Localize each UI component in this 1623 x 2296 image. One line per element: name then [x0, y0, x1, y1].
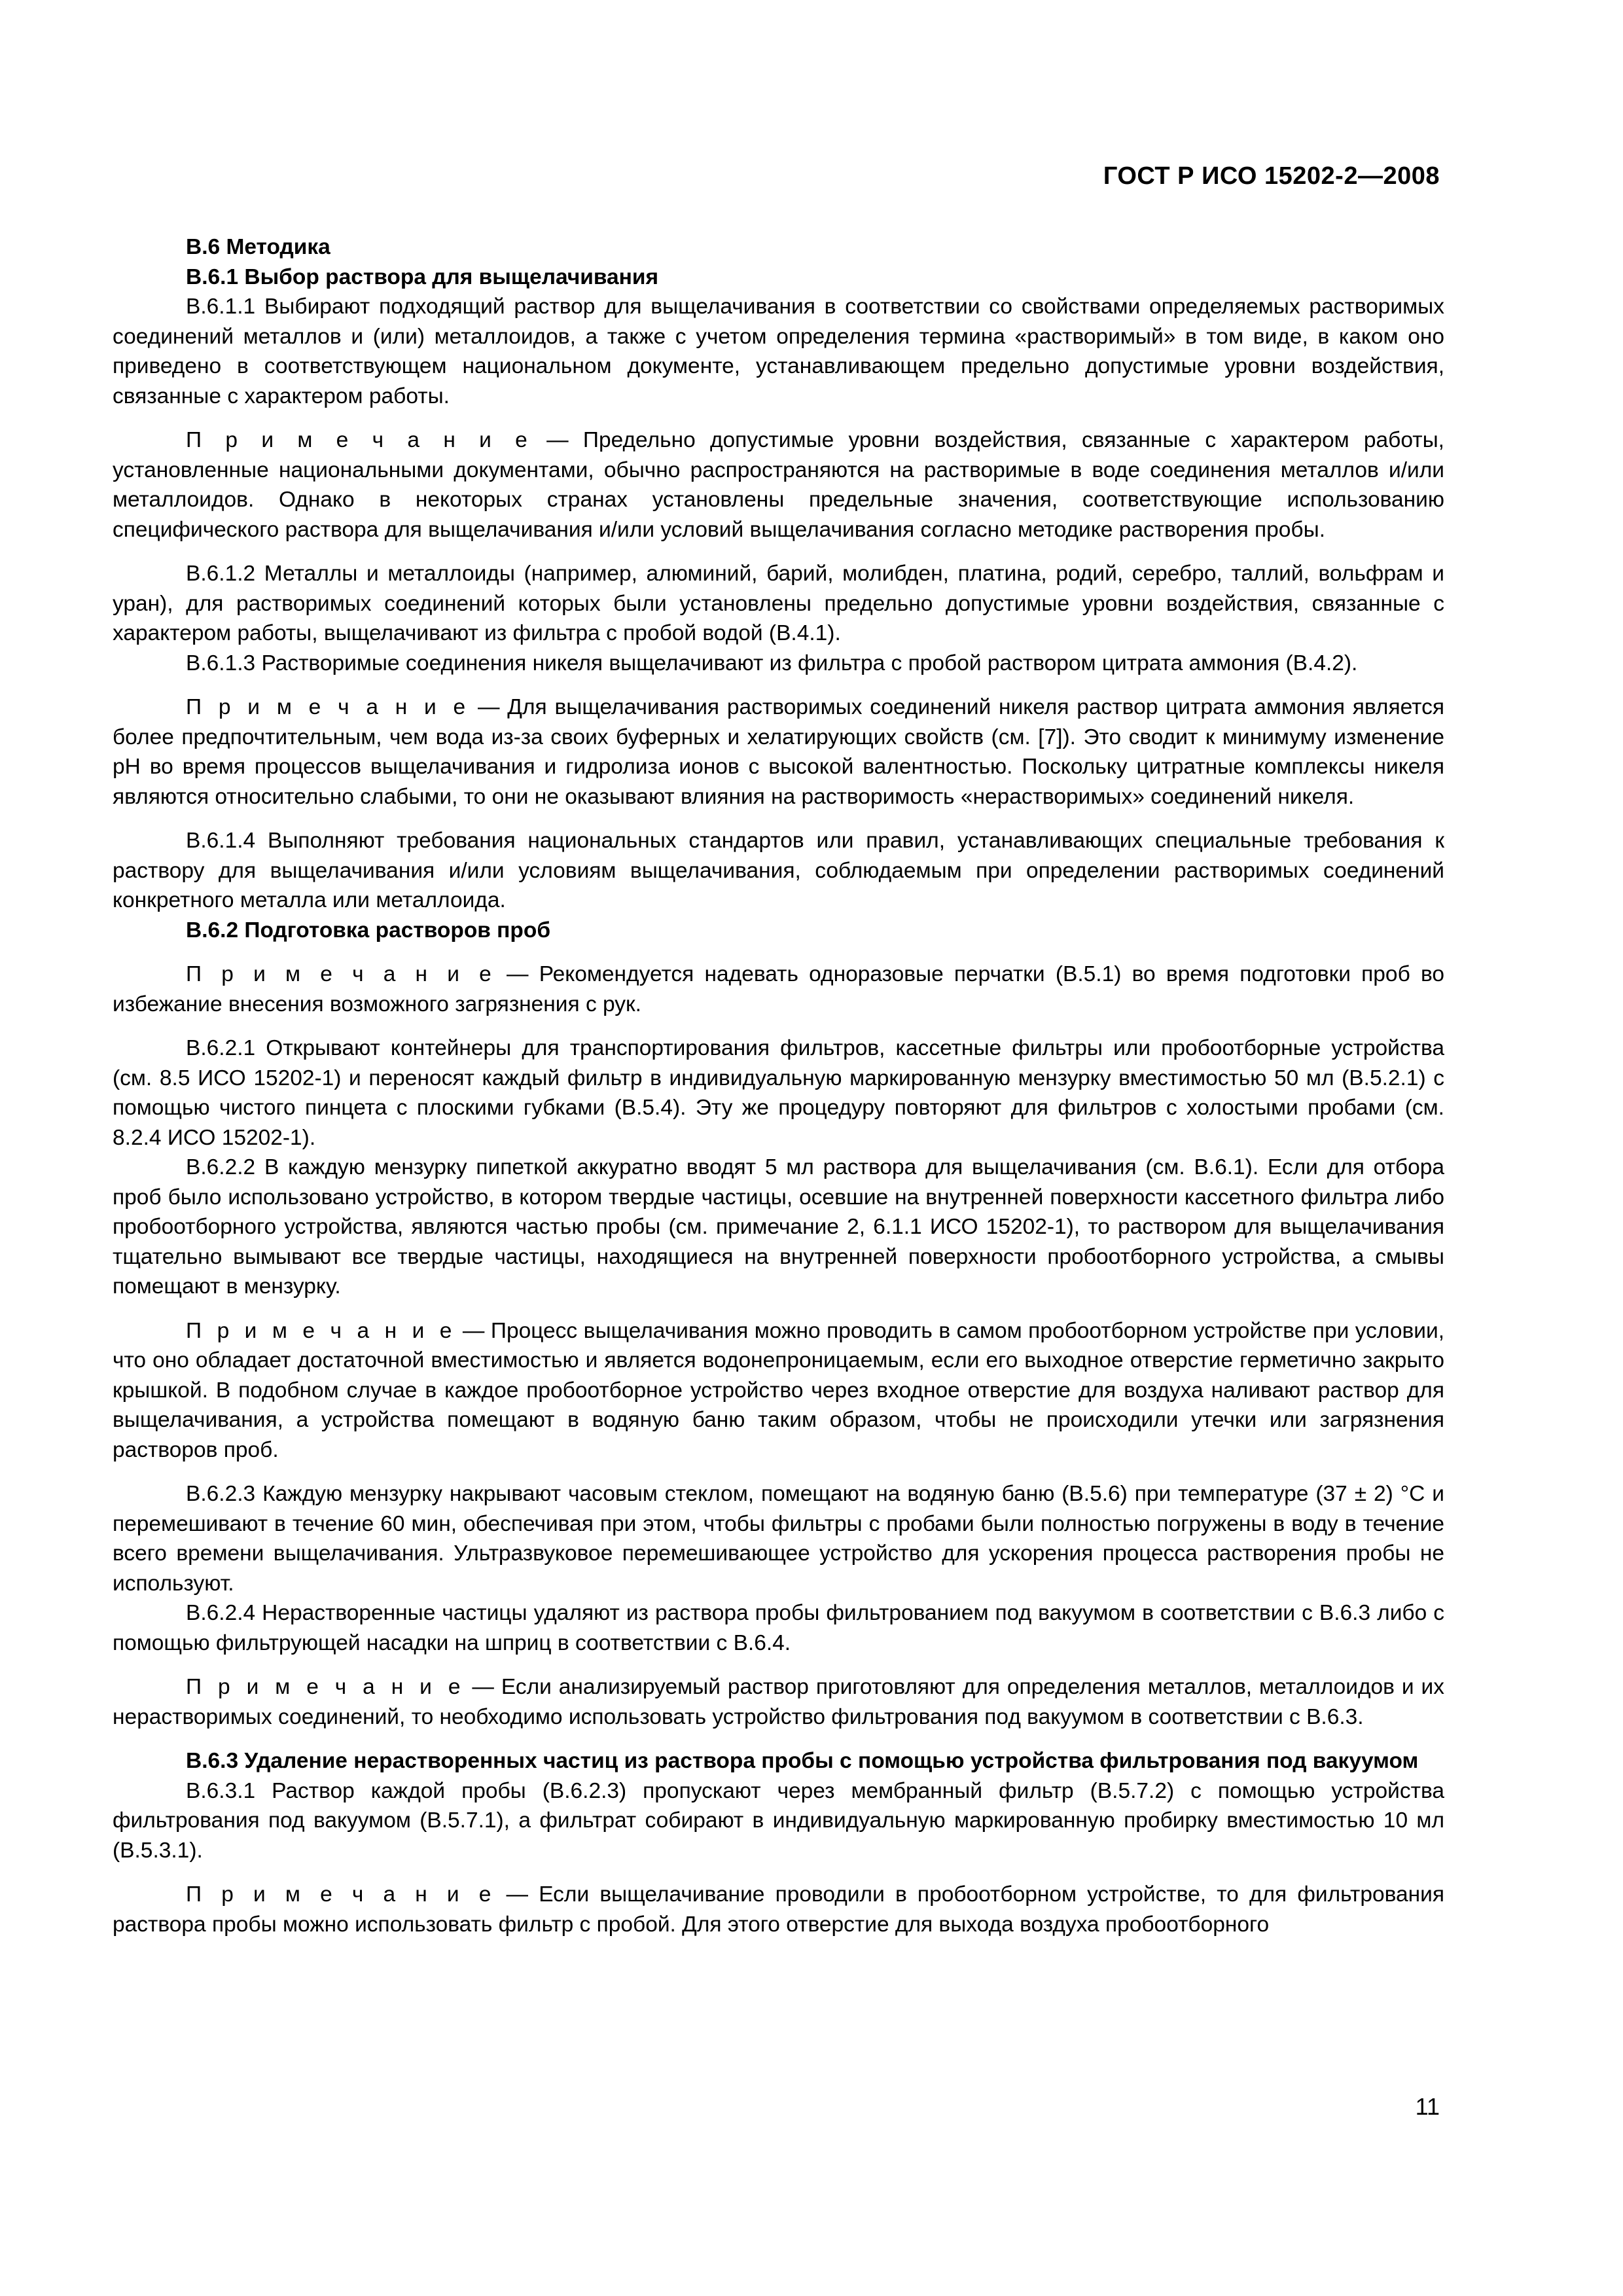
note-label: П р и м е ч а н и е [186, 1318, 457, 1343]
note-paragraph: П р и м е ч а н и е — Для выщелачивания растворимых соединений никеля раствор цитрата аммония является более предпочтительным, чем вода из-за своих буферных и хелатирующих свойств (см. [7]). Это сводит к минимуму изменение pH во время процессов выщелачивания и гидролиза ионов с высокой валентностью. Поскольку цитратные комплексы никеля являются относительно слабыми, то они не оказывают влияния на растворимость «нерастворимых» соединений никеля. [113, 695, 1444, 809]
body-paragraph: B.6.2.1 Открывают контейнеры для транспортирования фильтров, кассетные фильтры или пробоотборные устройства (см. 8.5 ИСО 15202-1) и переносят каждый фильтр в индивидуальную маркированную мензурку вместимостью 50 мл (B.5.2.1) с помощью чистого пинцета с плоскими губками (B.5.4). Эту же процедуру повторяют для фильтров с холостыми пробами (см. 8.2.4 ИСО 15202-1). [113, 1036, 1444, 1150]
body-paragraph: B.6.2.3 Каждую мензурку накрывают часовым стеклом, помещают на водяную баню (B.5.6) при температуре (37 ± 2) °С и перемешивают в течение 60 мин, обеспечивая при этом, чтобы фильтры с пробами были полностью погружены в воду в течение всего времени выщелачивания. Ультразвуковое перемешивающее устройство для ускорения процесса растворения пробы не используют. [113, 1482, 1444, 1596]
document-body [113, 232, 1444, 1939]
section-heading: B.6 Методика [186, 235, 330, 259]
document-code-header: ГОСТ Р ИСО 15202-2—2008 [1103, 162, 1440, 190]
page-number: 11 [1415, 2093, 1440, 2120]
note-paragraph: П р и м е ч а н и е — Если выщелачивание проводили в пробоотборном устройстве, то для фильтрования раствора пробы можно использовать фильтр с пробой. Для этого отверстие для выхода воздуха пробоотборного [113, 1882, 1445, 1937]
note-label: П р и м е ч а н и е [186, 428, 532, 452]
note-label: П р и м е ч а н и е [186, 1675, 465, 1699]
note-label: П р и м е ч а н и е [186, 695, 471, 719]
note-paragraph: П р и м е ч а н и е — Предельно допустимые уровни воздействия, связанные с характером работы, установленные национальными документами, обычно распространяются на растворимые в воде соединения металлов и/или металлоидов. Однако в некоторых странах установлены предельные значения, соответствующие использованию специфического раствора для выщелачивания и/или условий выщелачивания согласно методике растворения пробы. [113, 428, 1444, 542]
body-paragraph: B.6.3.1 Раствор каждой пробы (B.6.2.3) пропускают через мембранный фильтр (B.5.7.2) с помощью устройства фильтрования под вакуумом (B.5.7.1), а фильтрат собирают в индивидуальную маркированную пробирку вместимостью 10 мл (B.5.3.1). [113, 1778, 1444, 1863]
note-label: П р и м е ч а н и е [186, 962, 496, 986]
body-paragraph: B.6.1.4 Выполняют требования национальных стандартов или правил, устанавливающих специальные требования к раствору для выщелачивания и/или условиям выщелачивания, соблюдаемым при определении растворимых соединений конкретного металла или металлоида. [113, 829, 1444, 912]
body-paragraph: B.6.2.2 В каждую мензурку пипеткой аккуратно вводят 5 мл раствора для выщелачивания (см. B.6.1). Если для отбора проб было использовано устройство, в котором твердые частицы, осевшие на внутренней поверхности кассетного фильтра либо пробоотборного устройства, являются частью пробы (см. примечание 2, 6.1.1 ИСО 15202-1), то раствором для выщелачивания тщательно вымывают все твердые частицы, находящиеся на внутренней поверхности пробоотборного устройства, а смывы помещают в мензурку. [113, 1155, 1444, 1299]
section-heading: B.6.1 Выбор раствора для выщелачивания [186, 264, 659, 289]
note-label: П р и м е ч а н и е [186, 1882, 496, 1907]
note-paragraph: П р и м е ч а н и е — Если анализируемый раствор приготовляют для определения металлов, металлоидов и их нерастворимых соединений, то необходимо использовать устройство фильтрования под вакуумом в соответствии с B.6.3. [113, 1675, 1444, 1729]
body-paragraph: B.6.2.4 Нерастворенные частицы удаляют из раствора пробы фильтрованием под вакуумом в соответствии с B.6.3 либо с помощью фильтрующей насадки на шприц в соответствии с B.6.4. [113, 1601, 1444, 1655]
note-paragraph: П р и м е ч а н и е — Процесс выщелачивания можно проводить в самом пробоотборном устройстве при условии, что оно обладает достаточной вместимостью и является водонепроницаемым, если его выходное отверстие герметично закрыто крышкой. В подобном случае в каждое пробоотборное устройство через входное отверстие для воздуха наливают раствор для выщелачивания, а устройства помещают в водяную баню таким образом, чтобы не происходили утечки или загрязнения растворов проб. [113, 1318, 1444, 1462]
body-paragraph: B.6.1.2 Металлы и металлоиды (например, алюминий, барий, молибден, платина, родий, серебро, таллий, вольфрам и уран), для растворимых соединений которых были установлены предельно допустимые уровни воздействия, связанные с характером работы, выщелачивают из фильтра с пробой водой (B.4.1). [113, 562, 1444, 645]
note-paragraph: П р и м е ч а н и е — Рекомендуется надевать одноразовые перчатки (B.5.1) во время подготовки проб во избежание внесения возможного загрязнения с рук. [113, 962, 1445, 1016]
body-paragraph: B.6.1.1 Выбирают подходящий раствор для выщелачивания в соответствии со свойствами определяемых растворимых соединений металлов и (или) металлоидов, а также с учетом определения термина «растворимый» в том виде, в каком оно приведено в соответствующем национальном документе, устанавливающем предельно допустимые уровни воздействия, связанные с характером работы. [113, 295, 1444, 408]
body-paragraph: B.6.1.3 Растворимые соединения никеля выщелачивают из фильтра с пробой раствором цитрата аммония (B.4.2). [186, 651, 1358, 675]
section-heading: B.6.2 Подготовка растворов проб [186, 918, 551, 942]
section-heading: B.6.3 Удаление нерастворенных частиц из раствора пробы с помощью устройства фильтрования под вакуумом [186, 1749, 1419, 1773]
